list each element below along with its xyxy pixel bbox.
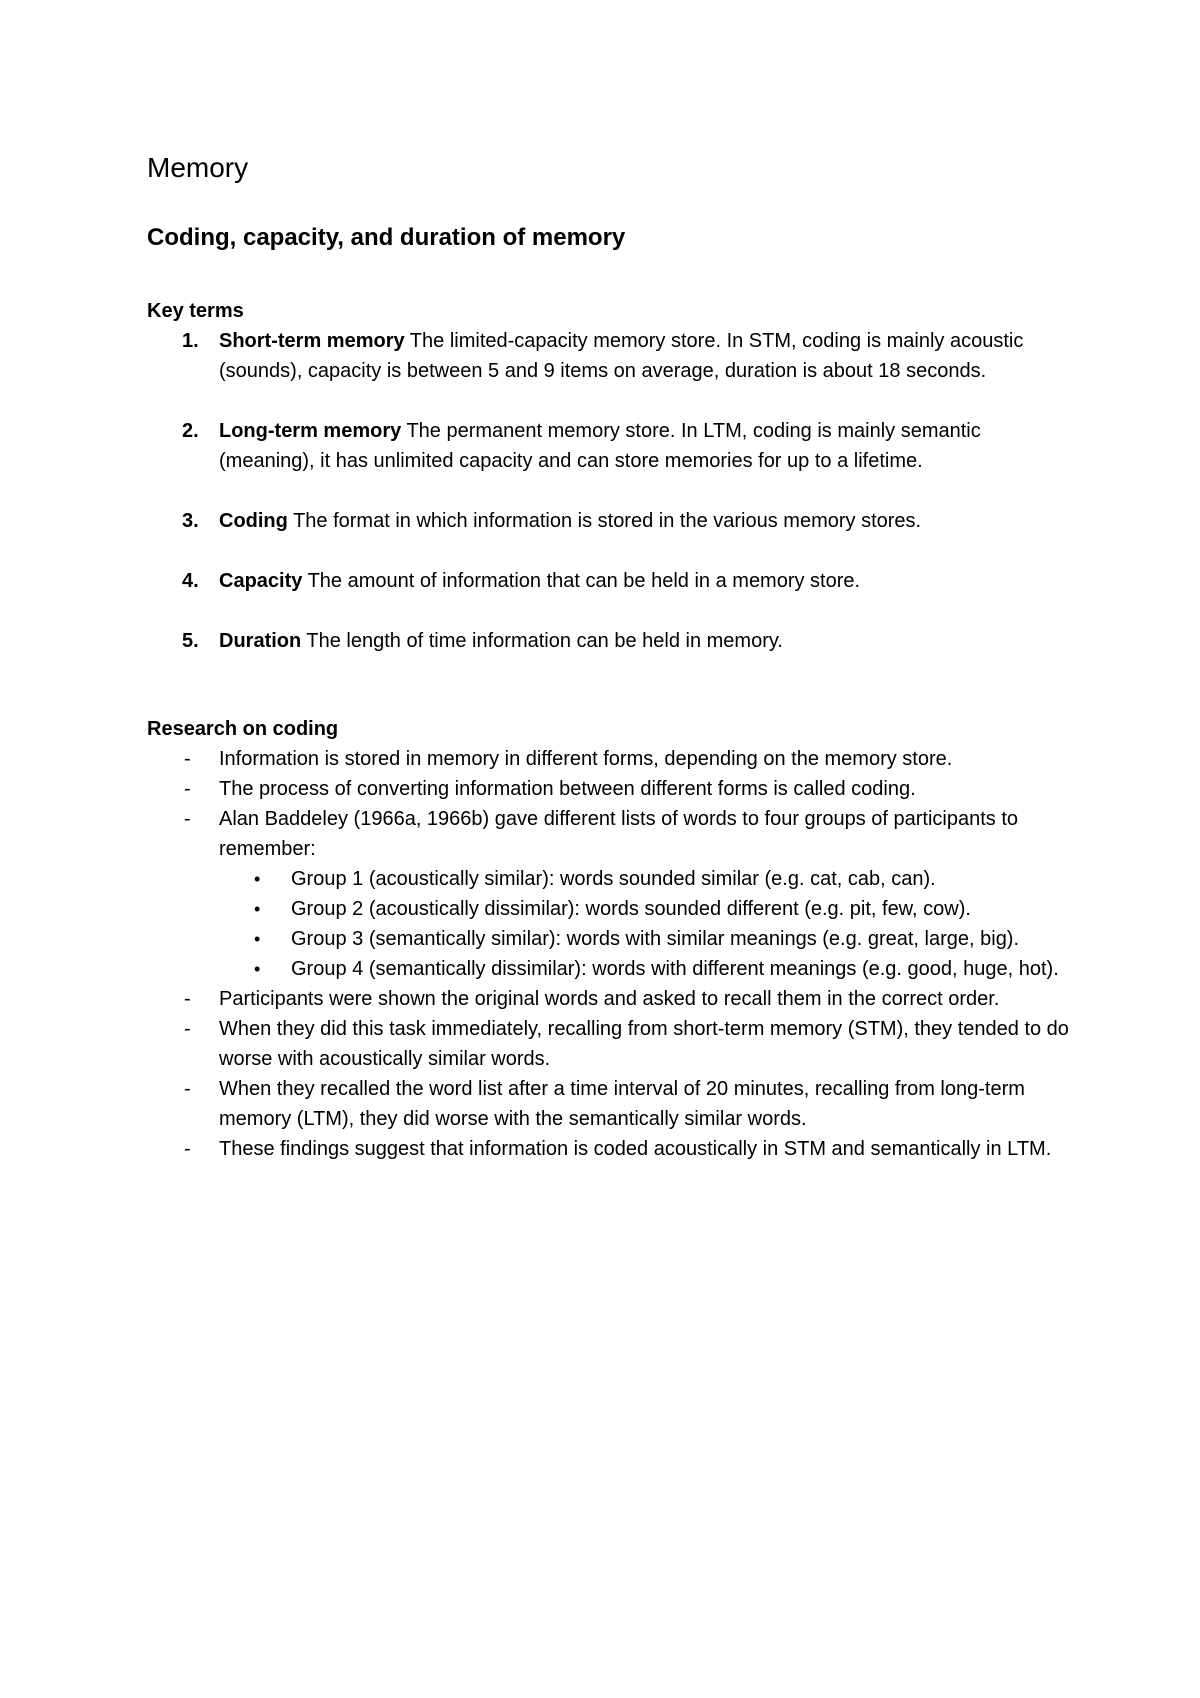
point-text: Alan Baddeley (1966a, 1966b) gave different lists of words to four groups of participants to remember: bbox=[219, 808, 1019, 860]
list-item bbox=[147, 774, 1077, 804]
bullet-icon: • bbox=[254, 869, 261, 889]
term-definition: The length of time information can be held in memory. bbox=[301, 630, 783, 652]
list-item bbox=[147, 1134, 1077, 1164]
point-text: Participants were shown the original words and asked to recall them in the correct order. bbox=[219, 988, 1000, 1010]
list-number: 3. bbox=[182, 510, 199, 532]
bullet-icon: • bbox=[254, 929, 261, 949]
list-item bbox=[147, 1074, 1077, 1134]
term-definition: The permanent memory store. In LTM, coding is mainly semantic (meaning), it has unlimited capacity and can store memories for up to a lifetime. bbox=[219, 420, 981, 472]
point-text: When they recalled the word list after a time interval of 20 minutes, recalling from long-term memory (LTM), they did worse with the semantically similar words. bbox=[219, 1078, 1025, 1130]
term-definition: The limited-capacity memory store. In STM, coding is mainly acoustic (sounds), capacity is between 5 and 9 items on average, duration is about 18 seconds. bbox=[219, 330, 1024, 382]
list-item bbox=[147, 984, 1077, 1014]
research-points-list bbox=[147, 744, 1077, 1164]
page-title: Memory bbox=[147, 152, 249, 183]
list-item bbox=[147, 1014, 1077, 1074]
key-term-item bbox=[147, 416, 1077, 476]
dash-marker: - bbox=[184, 748, 191, 770]
group-item bbox=[219, 864, 1077, 894]
dash-marker: - bbox=[184, 1078, 191, 1100]
group-text: Group 4 (semantically dissimilar): words with different meanings (e.g. good, huge, hot). bbox=[291, 958, 1059, 980]
term-label: Short-term memory bbox=[219, 330, 405, 352]
dash-marker: - bbox=[184, 988, 191, 1010]
term-label: Duration bbox=[219, 630, 302, 652]
list-item bbox=[147, 744, 1077, 774]
research-heading: Research on coding bbox=[147, 718, 339, 740]
key-term-item bbox=[147, 326, 1077, 386]
term-label: Coding bbox=[219, 510, 288, 532]
group-text: Group 3 (semantically similar): words with similar meanings (e.g. great, large, big). bbox=[291, 928, 1020, 950]
dash-marker: - bbox=[184, 1018, 191, 1040]
bullet-icon: • bbox=[254, 899, 261, 919]
term-definition: The format in which information is stored in the various memory stores. bbox=[287, 510, 922, 532]
term-label: Capacity bbox=[219, 570, 303, 592]
point-text: Information is stored in memory in different forms, depending on the memory store. bbox=[219, 748, 953, 770]
key-term-item bbox=[147, 506, 1077, 536]
dash-marker: - bbox=[184, 808, 191, 830]
key-terms-list bbox=[147, 326, 1077, 656]
list-number: 5. bbox=[182, 630, 199, 652]
point-text: When they did this task immediately, recalling from short-term memory (STM), they tended to do worse with acoustically similar words. bbox=[219, 1018, 1069, 1070]
group-item bbox=[219, 894, 1077, 924]
term-label: Long-term memory bbox=[219, 420, 402, 442]
dash-marker: - bbox=[184, 778, 191, 800]
group-item bbox=[219, 954, 1077, 984]
list-number: 2. bbox=[182, 420, 199, 442]
bullet-icon: • bbox=[254, 959, 261, 979]
key-term-item bbox=[147, 566, 1077, 596]
point-text: These findings suggest that information is coded acoustically in STM and semantically in LTM. bbox=[219, 1138, 1052, 1160]
list-number: 4. bbox=[182, 570, 199, 592]
document-page bbox=[147, 148, 1077, 1164]
key-term-item bbox=[147, 626, 1077, 656]
list-number: 1. bbox=[182, 330, 199, 352]
groups-list bbox=[219, 864, 1077, 984]
dash-marker: - bbox=[184, 1138, 191, 1160]
point-text: The process of converting information between different forms is called coding. bbox=[219, 778, 916, 800]
section-subtitle: Coding, capacity, and duration of memory bbox=[147, 224, 626, 251]
key-terms-heading: Key terms bbox=[147, 300, 244, 322]
group-text: Group 1 (acoustically similar): words sounded similar (e.g. cat, cab, can). bbox=[291, 868, 936, 890]
group-item bbox=[219, 924, 1077, 954]
term-definition: The amount of information that can be held in a memory store. bbox=[302, 570, 861, 592]
list-item bbox=[147, 804, 1077, 984]
group-text: Group 2 (acoustically dissimilar): words sounded different (e.g. pit, few, cow). bbox=[291, 898, 971, 920]
